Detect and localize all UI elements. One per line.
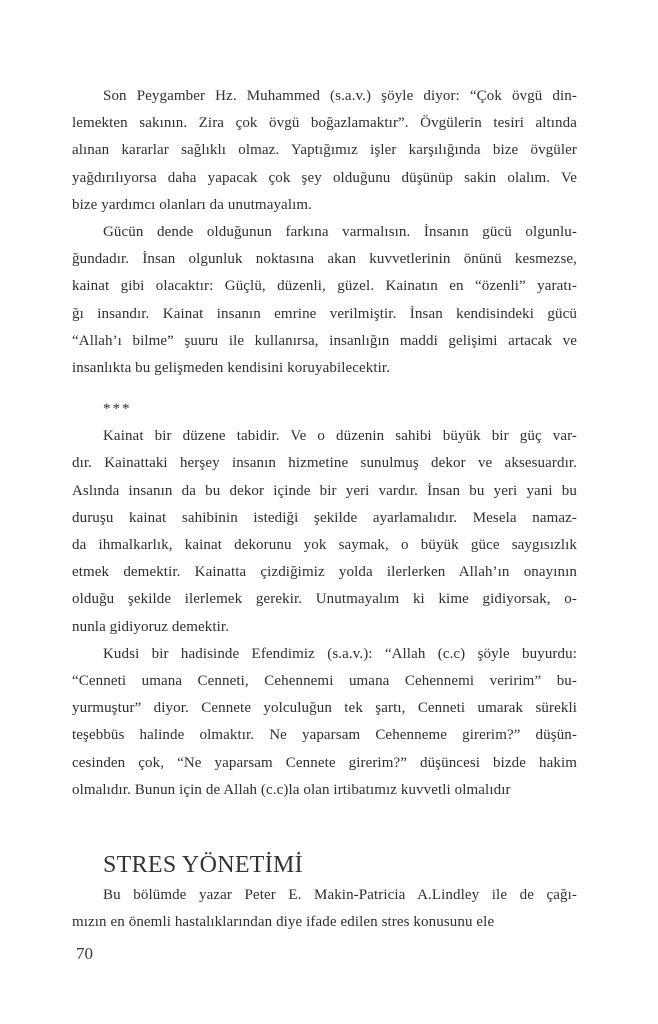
paragraph: [72, 641, 577, 804]
text-column: [72, 83, 577, 936]
text-line: Kainat bir düzene tabidir. Ve o düzenin sahibi büyük bir güç var-: [103, 428, 577, 445]
section-heading: STRES YÖNETİMİ: [103, 851, 303, 878]
text-line: cesinden çok, “Ne yaparsam Cennete girerim?” düşüncesi bizde hakim: [72, 754, 577, 771]
text-line: “Cenneti umana Cenneti, Cehennemi umana Cehennemi veririm” bu-: [72, 672, 577, 689]
text-line: Gücün dende olduğunun farkına varmalısın. İnsanın gücü olgunlu-: [103, 223, 577, 240]
text-line: Aslında insanın da bu dekor içinde bir yeri vardır. İnsan bu yeri yani bu: [72, 482, 577, 499]
text-line: Son Peygamber Hz. Muhammed (s.a.v.) şöyle diyor: “Çok övgü din-: [103, 88, 577, 104]
text-line: olmalıdır. Bunun için de Allah (c.c)la olan irtibatımız kuvvetli olmalıdır: [72, 781, 511, 798]
text-line: da ihmalkarlık, kainat dekorunu yok saymak, o büyük güce saygısızlık: [72, 537, 577, 553]
text-line: etmek demektir. Kainatta çizdiğimiz yolda ilerlerken Allah’ın onayının: [72, 564, 577, 581]
page-number: 70: [76, 944, 93, 963]
text-line: alınan kararlar sağlıklı olmaz. Yaptığımız işler karşılığında bize övgüler: [72, 142, 577, 159]
paragraph: [72, 882, 577, 936]
text-line: nunla gidiyoruz demektir.: [72, 618, 230, 635]
section-separator: ***: [103, 401, 132, 418]
text-line: teşebbüs halinde olmaktır. Ne yaparsam Cehenneme girerim?” düşün-: [72, 727, 577, 744]
paragraph: [72, 423, 577, 641]
text-line: ğı insandır. Kainat insanın emrine verilmiştir. İnsan kendisindeki gücü: [72, 305, 577, 322]
text-line: “Allah’ı bilme” şuuru ile kullanırsa, insanlığın maddi gelişimi artacak ve: [72, 332, 577, 349]
paragraph: [72, 83, 577, 219]
text-line: Kudsi bir hadisinde Efendimiz (s.a.v.): “Allah (c.c) şöyle buyurdu:: [103, 645, 577, 662]
text-line: Bu bölümde yazar Peter E. Makin-Patricia A.Lindley ile de çağı-: [103, 886, 577, 903]
text-line: lemekten sakının. Zira çok övgü boğazlamaktır”. Övgülerin tesiri altında: [72, 115, 577, 132]
text-line: kainat gibi olacaktır: Güçlü, düzenli, güzel. Kainatın en “özenli” yaratı-: [72, 278, 577, 295]
text-line: ğundadır. İnsan olgunluk noktasına akan kuvvetlerinin önünü kesmezse,: [72, 251, 577, 268]
text-line: yağdırılıyorsa daha yapacak çok şey olduğunu düşünüp sakin olalım. Ve: [72, 169, 577, 186]
text-line: bize yardımcı olanları da unutmayalım.: [72, 196, 312, 213]
text-line: mızın en önemli hastalıklarından diye ifade edilen stres konusunu ele: [72, 914, 495, 931]
text-line: insanlıkta bu gelişmeden kendisini koruyabilecektir.: [72, 359, 391, 376]
text-line: olduğu şekilde ilerlemek gerekir. Unutmayalım ki kime gidiyorsak, o-: [72, 591, 577, 608]
text-line: dır. Kainattaki herşey insanın hizmetine sunulmuş dekor ve aksesuardır.: [72, 455, 577, 472]
text-line: duruşu kainat sahibinin istediği şekilde ayarlamalıdır. Mesela namaz-: [72, 509, 577, 526]
text-line: yurmuştur” diyor. Cennete yolculuğun tek şartı, Cenneti umarak sürekli: [72, 700, 577, 717]
paragraph: [72, 219, 577, 382]
